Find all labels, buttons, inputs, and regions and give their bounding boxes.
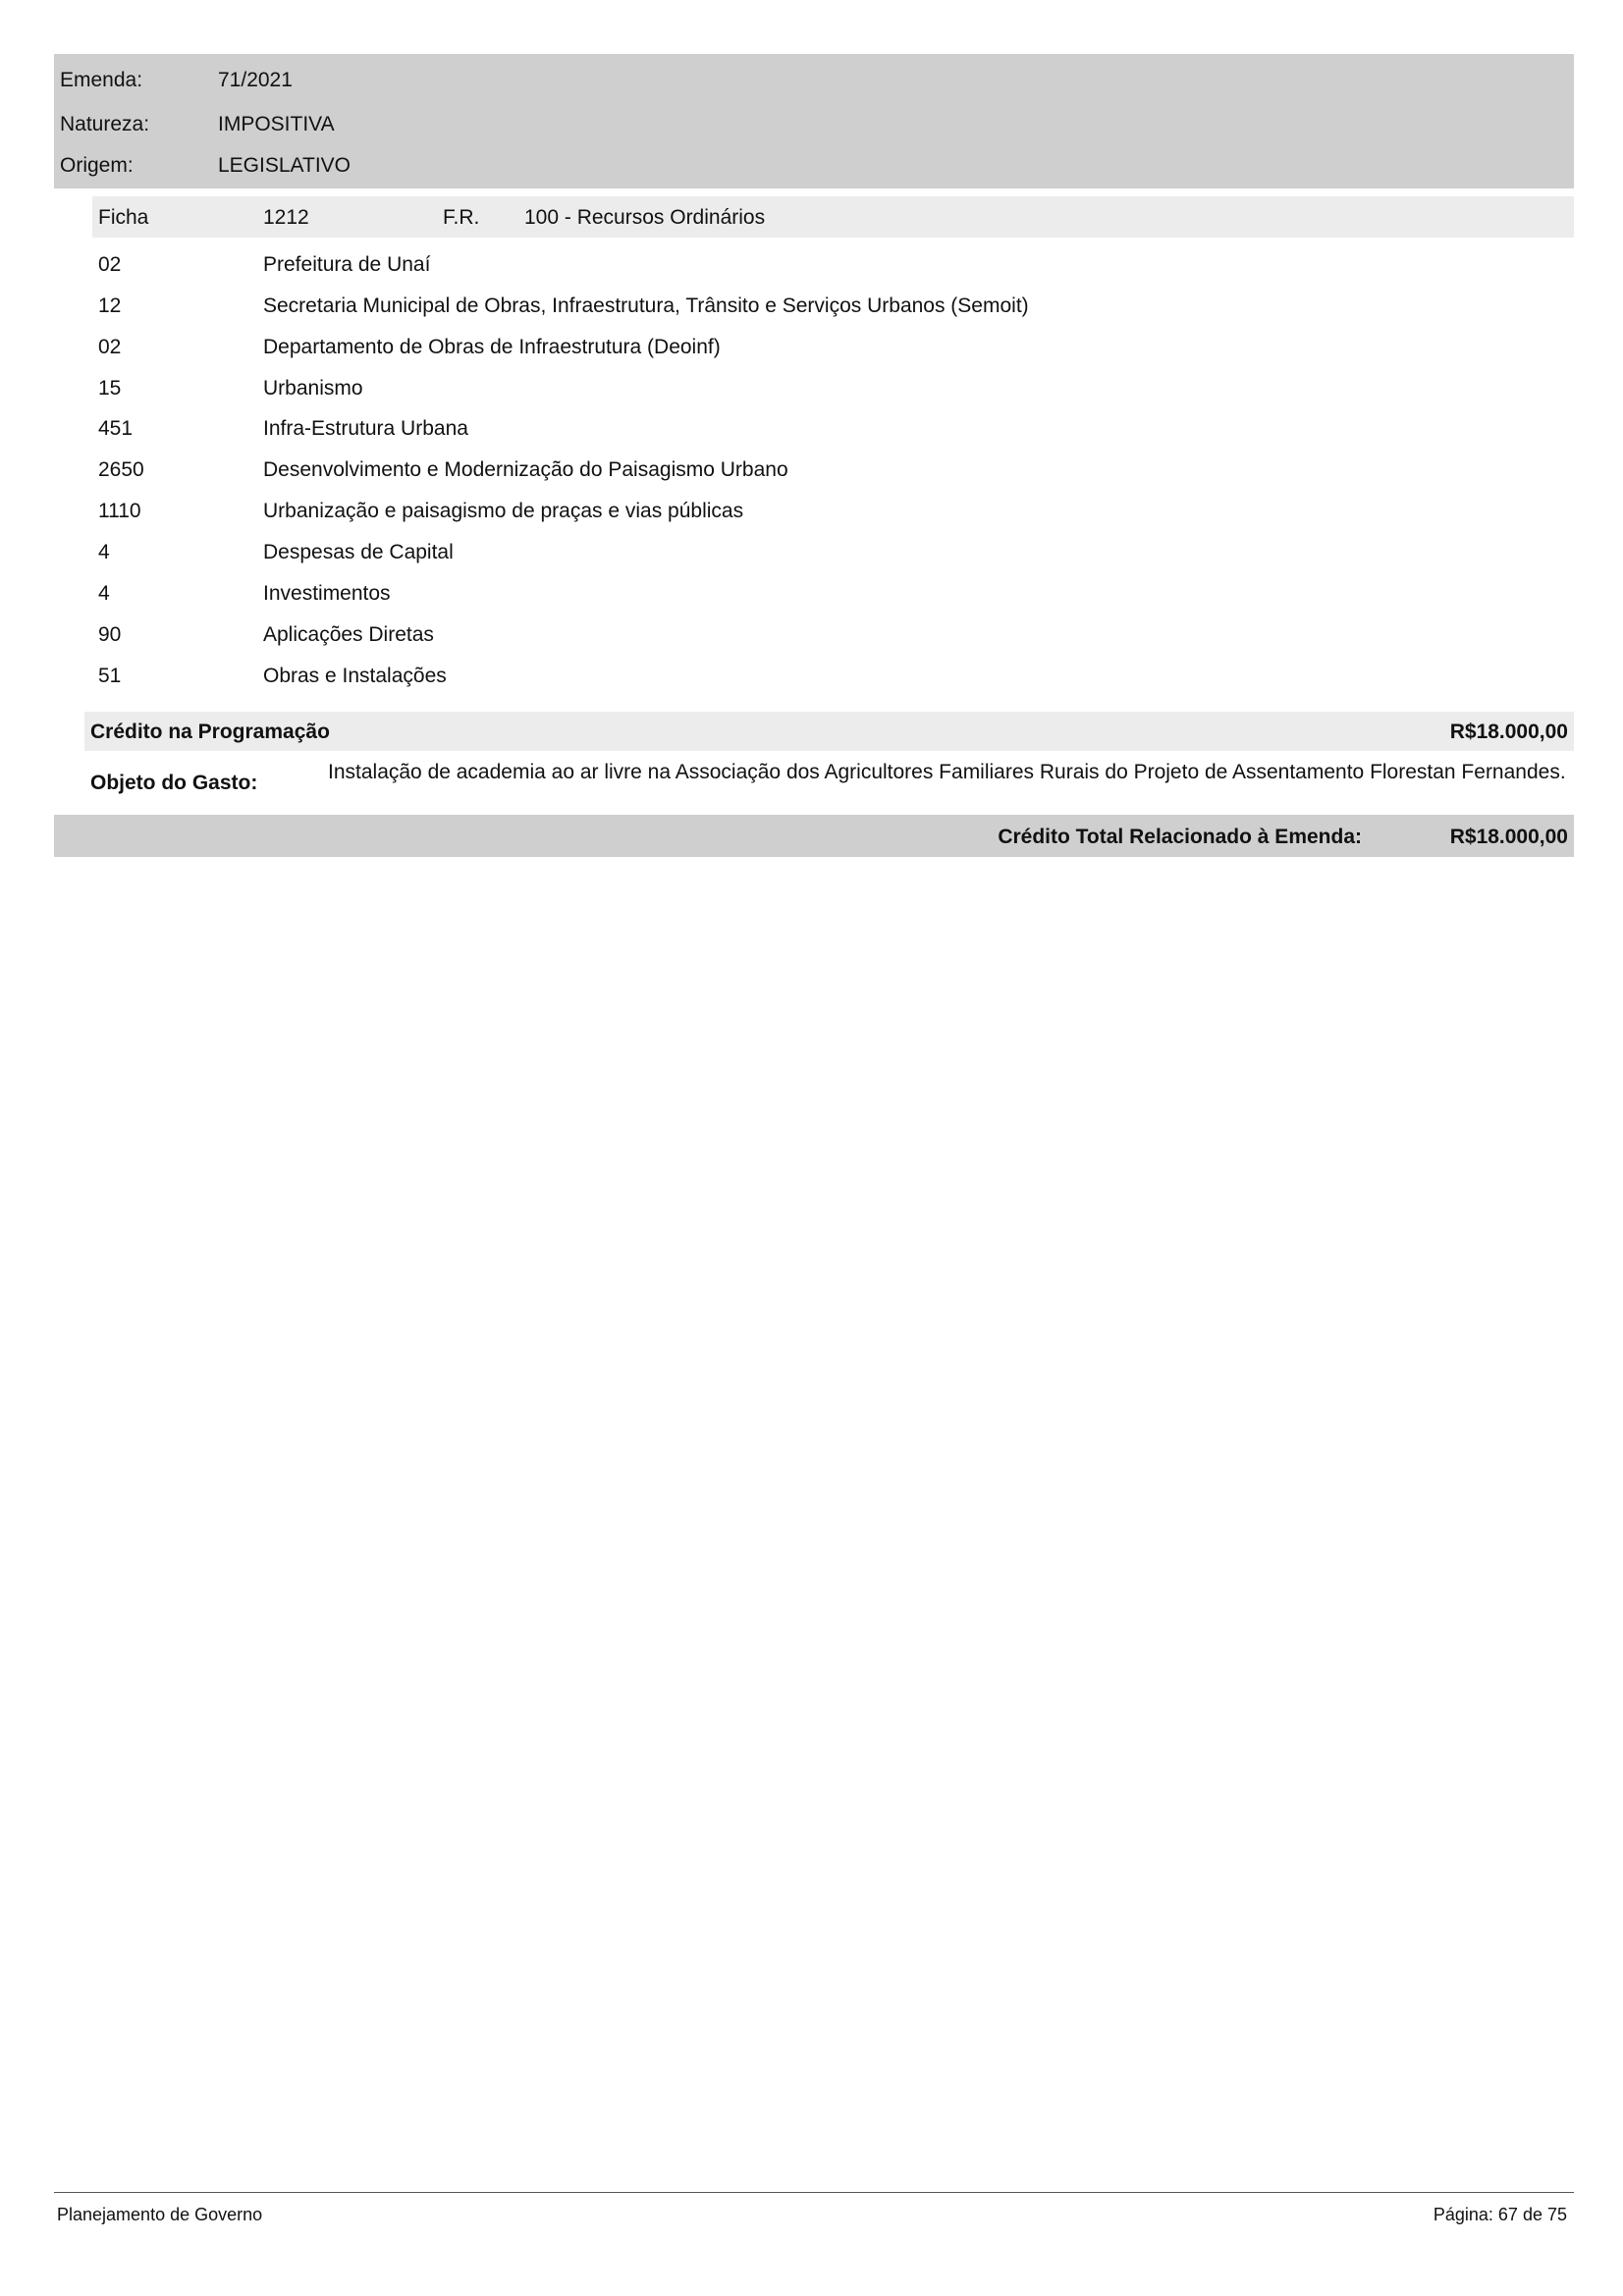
ficha-bar xyxy=(92,196,1574,238)
classification-code: 02 xyxy=(98,336,122,358)
list-item xyxy=(0,253,1623,283)
list-item xyxy=(0,623,1623,653)
classification-code: 451 xyxy=(98,417,134,440)
amendment-header xyxy=(54,54,1574,188)
credito-programacao-bar xyxy=(84,712,1574,751)
footer-divider xyxy=(54,2192,1574,2193)
natureza-row xyxy=(60,110,335,139)
list-item xyxy=(0,336,1623,365)
list-item xyxy=(0,582,1623,612)
page-number: Página: 67 de 75 xyxy=(1433,2205,1567,2224)
credito-total-value: R$18.000,00 xyxy=(1449,826,1568,848)
credito-programacao-label: Crédito na Programação xyxy=(90,721,330,743)
list-item xyxy=(0,294,1623,324)
classification-description: Secretaria Municipal de Obras, Infraestrutura, Trânsito e Serviços Urbanos (Semoit) xyxy=(263,294,1029,317)
ficha-number: 1212 xyxy=(263,206,309,229)
credito-total-label: Crédito Total Relacionado à Emenda: xyxy=(998,826,1362,848)
classification-description: Prefeitura de Unaí xyxy=(263,253,431,276)
ficha-label: Ficha xyxy=(98,206,149,229)
natureza-value: IMPOSITIVA xyxy=(218,113,335,135)
classification-code: 90 xyxy=(98,623,122,646)
classification-description: Obras e Instalações xyxy=(263,665,447,687)
list-item xyxy=(0,458,1623,488)
list-item xyxy=(0,500,1623,529)
credito-total-bar xyxy=(54,815,1574,857)
list-item xyxy=(0,665,1623,694)
credito-programacao-value: R$18.000,00 xyxy=(1449,721,1568,743)
classification-code: 4 xyxy=(98,582,110,605)
objeto-gasto-text: Instalação de academia ao ar livre na Associação dos Agricultores Familiares Rurais do Projeto de Assentamento Florestan Fernandes. xyxy=(328,761,1566,783)
classification-description: Urbanização e paisagismo de praças e vias públicas xyxy=(263,500,744,522)
emenda-value: 71/2021 xyxy=(218,69,293,91)
classification-code: 1110 xyxy=(98,500,141,522)
classification-code: 2650 xyxy=(98,458,144,481)
fonte-recurso-label: F.R. xyxy=(443,206,480,229)
classification-description: Departamento de Obras de Infraestrutura (Deoinf) xyxy=(263,336,721,358)
classification-code: 02 xyxy=(98,253,122,276)
classification-description: Desenvolvimento e Modernização do Paisagismo Urbano xyxy=(263,458,788,481)
list-item xyxy=(0,377,1623,406)
classification-description: Investimentos xyxy=(263,582,391,605)
origem-value: LEGISLATIVO xyxy=(218,154,351,177)
natureza-label: Natureza: xyxy=(60,113,150,135)
classification-code: 4 xyxy=(98,541,110,563)
classification-description: Despesas de Capital xyxy=(263,541,454,563)
list-item xyxy=(0,417,1623,447)
classification-description: Aplicações Diretas xyxy=(263,623,434,646)
classification-code: 12 xyxy=(98,294,122,317)
origem-row xyxy=(60,151,351,181)
classification-code: 15 xyxy=(98,377,122,400)
fonte-recurso-value: 100 - Recursos Ordinários xyxy=(524,206,766,229)
footer-department: Planejamento de Governo xyxy=(57,2205,263,2224)
emenda-row xyxy=(60,66,293,95)
objeto-gasto-label: Objeto do Gasto: xyxy=(90,772,258,794)
emenda-label: Emenda: xyxy=(60,69,143,91)
classification-description: Infra-Estrutura Urbana xyxy=(263,417,468,440)
list-item xyxy=(0,541,1623,570)
classification-code: 51 xyxy=(98,665,122,687)
classification-description: Urbanismo xyxy=(263,377,363,400)
origem-label: Origem: xyxy=(60,154,134,177)
